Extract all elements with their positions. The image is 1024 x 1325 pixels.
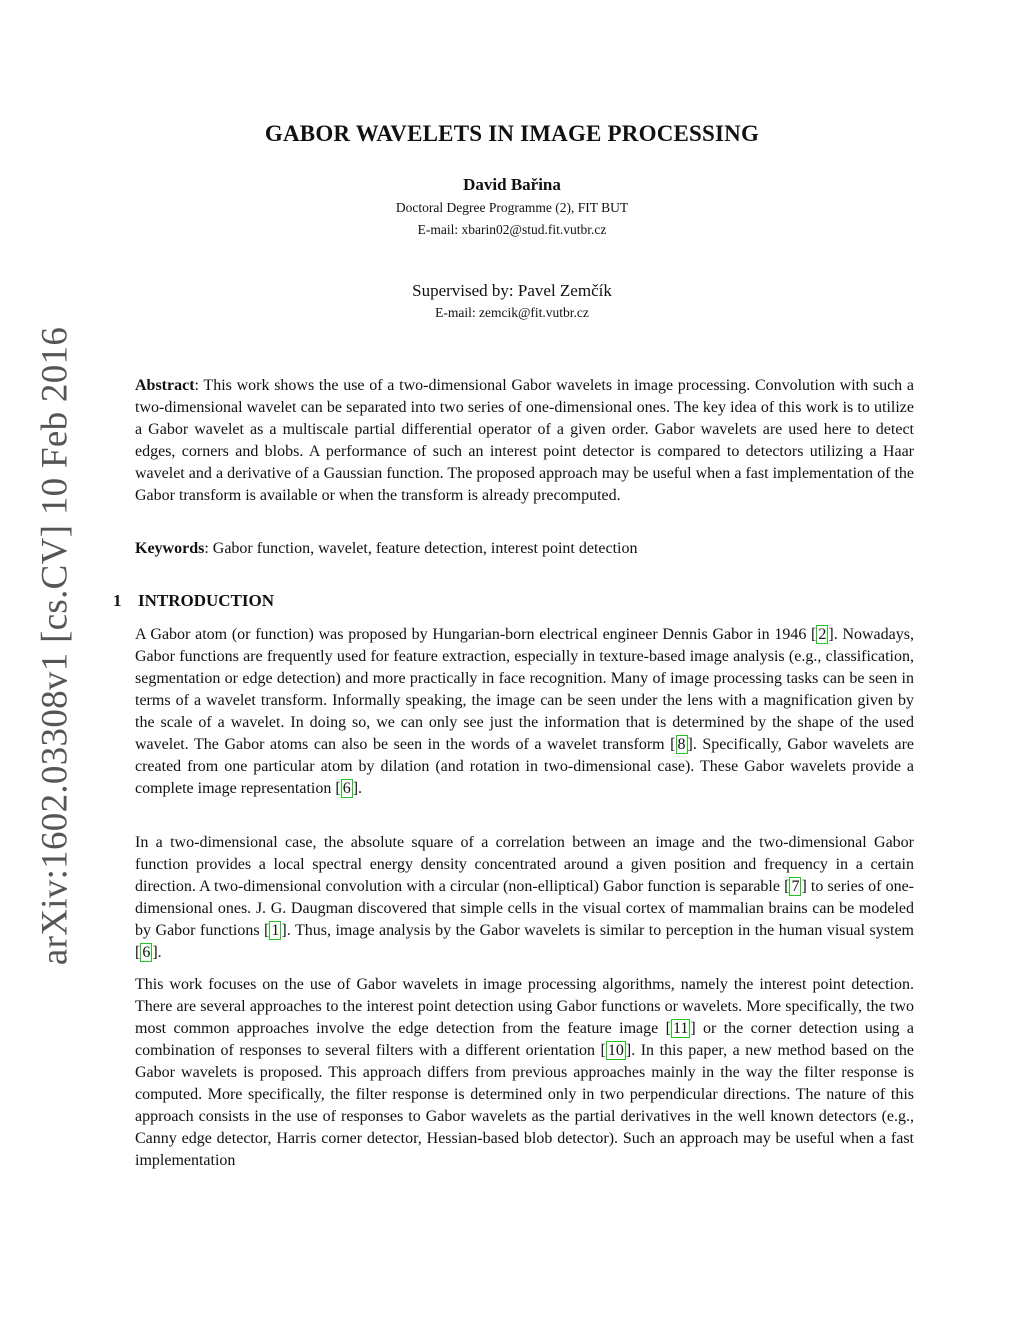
- citation-link[interactable]: 6: [342, 780, 351, 797]
- section-heading: [113, 591, 274, 611]
- intro-paragraph-1: [135, 624, 914, 800]
- abstract: [135, 375, 914, 507]
- citation-link[interactable]: 11: [672, 1020, 689, 1037]
- keywords-text: : Gabor function, wavelet, feature detection, interest point detection: [204, 540, 638, 557]
- supervisor-email: E-mail: zemcik@fit.vutbr.cz: [435, 305, 589, 320]
- paragraph-text: A Gabor atom (or function) was proposed by Hungarian-born electrical engineer Dennis Gabor in 1946 [: [135, 626, 817, 643]
- author-name: David Bařina: [463, 175, 561, 194]
- paragraph-text: ].: [352, 780, 363, 797]
- citation-link[interactable]: 1: [271, 922, 280, 939]
- paragraph-text: ]. Thus, image analysis by the Gabor wavelets is similar to perception in the human visual system [: [135, 922, 915, 961]
- keywords-label: Keywords: [135, 540, 205, 557]
- author-affiliation: Doctoral Degree Programme (2), FIT BUT: [395, 200, 629, 215]
- supervisor-line: Supervised by: Pavel Zemčík: [412, 281, 612, 300]
- arxiv-identifier: arXiv:1602.03308v1 [cs.CV] 10 Feb 2016: [34, 326, 76, 966]
- keywords: [135, 538, 914, 560]
- paragraph-text: ]. Specifically, Gabor wavelets are created from one particular atom by dilation (and rotation in two-dimensional case). These Gabor wavelets provide a complete image representation [: [135, 736, 914, 797]
- paragraph-text: ] or the corner detection using a combination of responses to several filters with a different orientation [: [135, 1020, 914, 1059]
- author-email: E-mail: xbarin02@stud.fit.vutbr.cz: [417, 222, 607, 237]
- citation-link[interactable]: 8: [677, 736, 686, 753]
- citation-link[interactable]: 2: [818, 626, 827, 643]
- paper-title: GABOR WAVELETS IN IMAGE PROCESSING: [264, 121, 760, 147]
- citation-link[interactable]: 6: [142, 944, 151, 961]
- paragraph-text: ]. In this paper, a new method based on the Gabor wavelets is proposed. This approach differs from previous approaches mainly in the way the filter response is computed. More specifically, the filter response is determined only in two perpendicular directions. The nature of this approach consists in the use of responses to Gabor wavelets as the partial derivatives in the well known detectors (e.g., Canny edge detector, Harris corner detector, Hessian-based blob detector). Such an approach may be useful when a fast implementation: [135, 1042, 915, 1169]
- section-number: 1: [113, 591, 122, 610]
- citation-link[interactable]: 10: [607, 1042, 624, 1059]
- intro-paragraph-2: [135, 832, 914, 964]
- section-title: INTRODUCTION: [138, 591, 275, 610]
- paragraph-text: ].: [152, 944, 162, 961]
- paragraph-text: In a two-dimensional case, the absolute square of a correlation between an image and the two-dimensional Gabor function provides a local spectral energy density concentrated around a given position and frequency in a certain direction. A two-dimensional convolution with a circular (non-elliptical) Gabor function is separable [: [135, 834, 914, 895]
- paragraph-text: ]. Nowadays, Gabor functions are frequently used for feature extraction, especially in texture-based image analysis (e.g., classification, segmentation or edge detection) and more practically in face recognition. Many of image processing tasks can be seen in terms of a wavelet transform. Informally speaking, the image can be seen under the lens with a magnification given by the scale of a wavelet. In doing so, we can only see just the information that is determined by the shape of the used wavelet. The Gabor atoms can also be seen in the words of a wavelet transform [: [135, 626, 914, 753]
- abstract-label: Abstract: [135, 377, 195, 394]
- intro-paragraph-3: [135, 974, 914, 1172]
- paragraph-text: This work focuses on the use of Gabor wavelets in image processing algorithms, namely the interest point detection. There are several approaches to the interest point detection using Gabor functions or wavelets. More specifically, the two most common approaches involve the edge detection from the feature image [: [135, 976, 914, 1037]
- citation-link[interactable]: 7: [791, 878, 800, 895]
- abstract-text: : This work shows the use of a two-dimensional Gabor wavelets in image processing. Convolution with such a two-dimensional wavelet can be separated into two series of one-dimensional ones. The key idea of this work is to utilize a Gabor wavelet as a multiscale partial differential operator of a given order. Gabor wavelets are used here to detect edges, corners and blobs. A performance of such an interest point detector is compared to detectors utilizing a Haar wavelet and a derivative of a Gaussian function. The proposed approach may be useful when a fast implementation of the Gabor transform is available or when the transform is already precomputed.: [135, 377, 914, 504]
- paragraph-text: ] to series of one-dimensional ones. J. G. Daugman discovered that simple cells in the visual cortex of mammalian brains can be modeled by Gabor functions [: [135, 878, 914, 939]
